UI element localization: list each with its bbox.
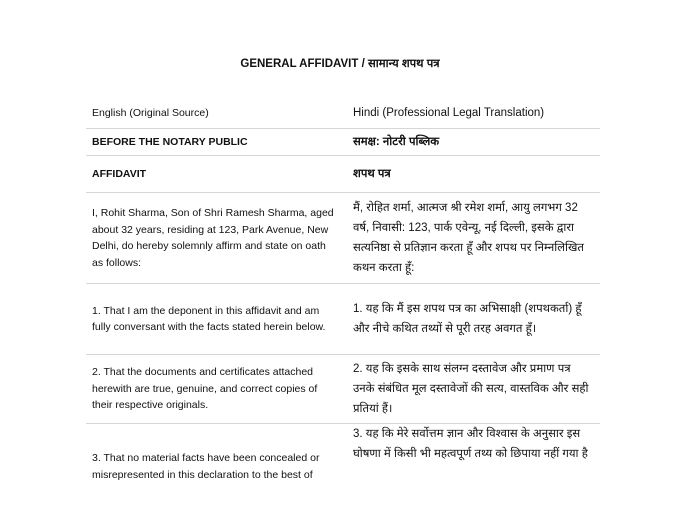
english-cell: AFFIDAVIT [86, 156, 345, 193]
document-title: GENERAL AFFIDAVIT / सामान्य शपथ पत्र [0, 56, 680, 71]
translation-table [86, 98, 600, 520]
table-row [86, 355, 600, 424]
table-row [86, 193, 600, 284]
hindi-cell: शपथ पत्र [345, 156, 600, 193]
hindi-cell: 2. यह कि इसके साथ संलग्न दस्तावेज और प्रमाण पत्र उनके संबंधित मूल दस्तावेजों की सत्य, वास्तविक और सही प्रतियां हैं। [345, 355, 600, 424]
table-row [86, 129, 600, 156]
table-row [86, 156, 600, 193]
column-header-english: English (Original Source) [86, 98, 345, 129]
table-row [86, 284, 600, 355]
hindi-cell: 1. यह कि मैं इस शपथ पत्र का अभिसाक्षी (शपथकर्ता) हूँ और नीचे कथित तथ्यों से पूरी तरह अवगत हूँ। [345, 284, 600, 355]
english-cell: BEFORE THE NOTARY PUBLIC [86, 129, 345, 156]
hindi-cell: मैं, रोहित शर्मा, आत्मज श्री रमेश शर्मा, आयु लगभग 32 वर्ष, निवासी: 123, पार्क एवेन्यू, नई दिल्ली, इसके द्वारा सत्यनिष्ठा से प्रतिज्ञान करता हूँ और शपथ पर निम्नलिखित कथन करता हूँ: [345, 193, 600, 284]
hindi-cell: 3. यह कि मेरे सर्वोत्तम ज्ञान और विश्वास के अनुसार इस घोषणा में किसी भी महत्वपूर्ण तथ्य को छिपाया नहीं गया है [345, 424, 600, 520]
table-row [86, 424, 600, 520]
column-header-hindi: Hindi (Professional Legal Translation) [345, 98, 600, 129]
english-cell: 1. That I am the deponent in this affidavit and am fully conversant with the facts stated herein below. [86, 284, 345, 355]
hindi-cell: समक्ष: नोटरी पब्लिक [345, 129, 600, 156]
english-cell: 3. That no material facts have been concealed or misrepresented in this declaration to the best of [86, 424, 345, 520]
english-cell: I, Rohit Sharma, Son of Shri Ramesh Sharma, aged about 32 years, residing at 123, Park Avenue, New Delhi, do hereby solemnly affirm and state on oath as follows: [86, 193, 345, 284]
english-cell: 2. That the documents and certificates attached herewith are true, genuine, and correct copies of their respective originals. [86, 355, 345, 424]
column-header-row [86, 98, 600, 129]
